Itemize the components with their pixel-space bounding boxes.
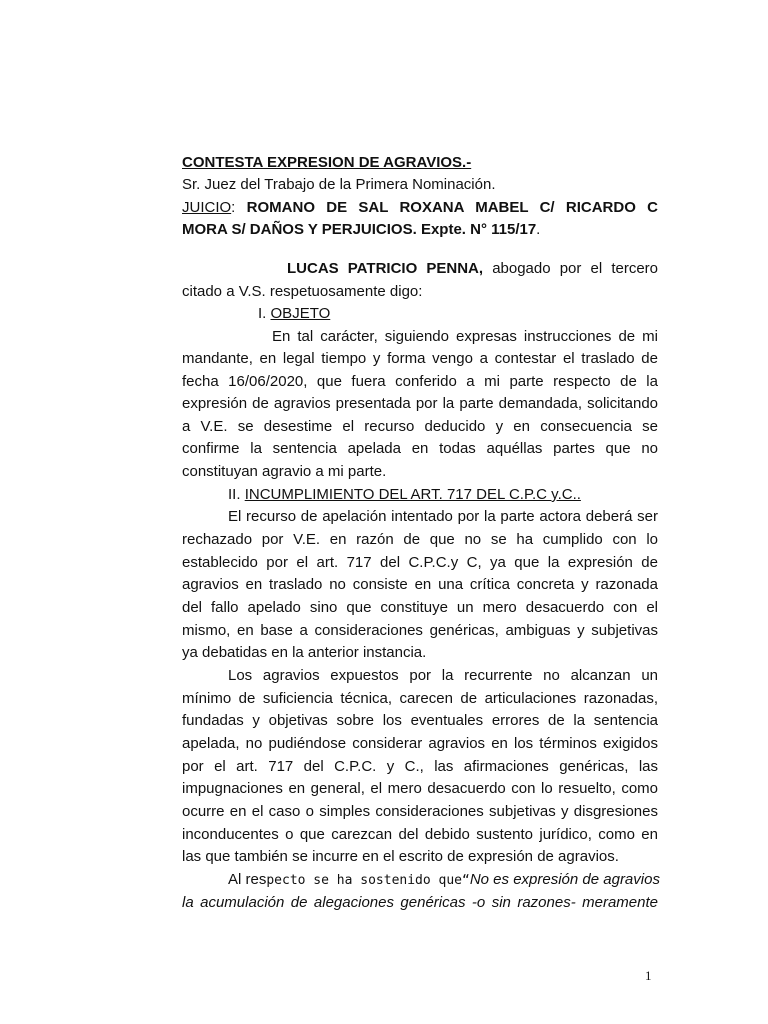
document-heading: CONTESTA EXPRESION DE AGRAVIOS.- bbox=[182, 154, 472, 171]
section-2-para-1-line: del fallo apelado sino que constituye un mero desacuerdo con el bbox=[182, 599, 658, 616]
section-1-line: constituyan agravio a mi parte. bbox=[182, 463, 387, 480]
section-1-line: fecha 16/06/2020, que fuera conferido a mi parte respecto de la bbox=[182, 373, 658, 390]
quoted-text: No es expresión de agravios bbox=[469, 871, 660, 888]
juicio-line-1: JUICIO: ROMANO DE SAL ROXANA MABEL C/ RICARDO C bbox=[182, 199, 658, 216]
section-2-para-2-line: ocurre en el caso o simples consideraciones subjetivas y disgresiones bbox=[182, 803, 658, 820]
section-1-line: mandante, en legal tiempo y forma vengo a contestar el traslado de bbox=[182, 350, 658, 367]
section-2-para-2-line: mínimo de suficiencia técnica, carecen de articulaciones razonadas, bbox=[182, 690, 658, 707]
addressee: Sr. Juez del Trabajo de la Primera Nominación. bbox=[182, 176, 496, 193]
intro-line-2: citado a V.S. respetuosamente digo: bbox=[182, 283, 423, 300]
section-2-para-2-line: apelada, no pudiéndose considerar agravios en los términos exigidos bbox=[182, 735, 658, 752]
section-1-line: a V.E. se desestime el recurso deducido y en consecuencia se bbox=[182, 418, 658, 435]
section-2-para-2-line: por el art. 717 del C.P.C. y C., las afirmaciones genéricas, las bbox=[182, 758, 658, 775]
section-1-heading: I. OBJETO bbox=[258, 305, 331, 322]
section-2-para-1-line: agravios en traslado no consiste en una crítica concreta y razonada bbox=[182, 576, 658, 593]
lawyer-name: LUCAS PATRICIO PENNA, bbox=[287, 260, 484, 277]
section-2-para-2-line: Los agravios expuestos por la recurrente no alcanzan un bbox=[228, 667, 658, 684]
section-1-line: confirme la sentencia apelada en todas aquéllas partes que no bbox=[182, 440, 658, 457]
case-title: ROMANO DE SAL ROXANA MABEL C/ RICARDO C bbox=[246, 199, 658, 216]
section-1-title: OBJETO bbox=[270, 305, 331, 322]
section-2-para-2-line: las que también se incurre en el escrito de expresión de agravios. bbox=[182, 848, 619, 865]
juicio-line-2: MORA S/ DAÑOS Y PERJUICIOS. Expte. N° 115/17. bbox=[182, 221, 541, 238]
section-1-line: expresión de agravios presentada por la parte demandada, solicitando bbox=[182, 395, 658, 412]
section-2-para-2-line: inconducentes o que carezcan del debido sustento jurídico, como en bbox=[182, 826, 658, 843]
section-2-para-3-line-2: la acumulación de alegaciones genéricas -o sin razones- meramente bbox=[182, 894, 658, 911]
section-2-para-1-line: ya debatidas en la anterior instancia. bbox=[182, 644, 427, 661]
section-1-line: En tal carácter, siguiendo expresas instrucciones de mi bbox=[272, 328, 658, 345]
juicio-label: JUICIO bbox=[182, 199, 232, 216]
page-number: 1 bbox=[645, 968, 652, 983]
section-2-para-1-line: establecido por el art. 717 del C.P.C.y C, ya que la expresión de bbox=[182, 554, 658, 571]
section-2-para-2-line: fundadas y objetivas sobre los eventuales errores de la sentencia bbox=[182, 712, 658, 729]
section-2-para-3-line-1: Al respecto se ha sostenido que“No es expresión de agravios bbox=[228, 871, 660, 888]
section-2-para-1-line: rechazado por V.E. en razón de que no se ha cumplido con lo bbox=[182, 531, 658, 548]
section-2-para-2-line: impugnaciones en general, el mero desacuerdo con lo resuelto, como bbox=[182, 780, 658, 797]
case-title-cont: MORA S/ DAÑOS Y PERJUICIOS. Expte. N° 115/17 bbox=[182, 221, 537, 238]
section-2-heading: II. INCUMPLIMIENTO DEL ART. 717 DEL C.P.C y.C.. bbox=[228, 486, 581, 503]
section-2-para-1-line: El recurso de apelación intentado por la parte actora deberá ser bbox=[228, 508, 658, 525]
section-2-para-1-line: mismo, en base a consideraciones genéricas, ambiguas y subjetivas bbox=[182, 622, 658, 639]
intro-line-1: LUCAS PATRICIO PENNA, abogado por el tercero bbox=[287, 260, 659, 277]
section-2-title: INCUMPLIMIENTO DEL ART. 717 DEL C.P.C y.C.. bbox=[244, 486, 581, 503]
